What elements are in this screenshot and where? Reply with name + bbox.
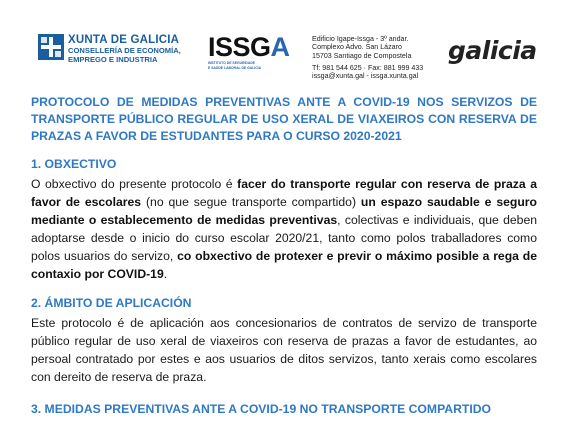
address-line: Edificio Igape-Issga - 3º andar. <box>312 35 409 43</box>
issga-logo-accent: A <box>270 32 290 62</box>
text-run: (no que segue transporte compartido) <box>141 195 361 209</box>
issga-subtitle-line2: E SAÚDE LABORAL DE GALICIA <box>208 66 262 70</box>
email-web-line: issga@xunta.gal - issga.xunta.gal <box>312 72 419 81</box>
galicia-brand-logo: galicia <box>448 36 537 65</box>
issga-logo <box>208 34 302 70</box>
letterhead <box>0 0 568 92</box>
text-run-bold: co obxectivo de protexer e previr o máximo posible a rega de contaxio por COVID-19 <box>31 249 537 281</box>
issga-subtitle-line1: INSTITUTO DE SEGURIDADE <box>208 61 256 65</box>
contact-address <box>312 35 423 80</box>
text-run: . <box>163 267 168 281</box>
text-run-bold: un espazo saudable e seguro mediante o establecemento de medidas preventivas <box>31 195 537 227</box>
document-body <box>31 94 537 417</box>
xunta-logo <box>38 34 181 64</box>
xunta-department-line1: CONSELLERÍA DE ECONOMÍA, <box>68 46 181 55</box>
text-run: Este protocolo é de aplicación aos concesionarios de contratos de servizo de transporte público regular de uso xeral de viaxeiros con reserva de prazas a favor de estudantes, ao persoal contratado por estes e aos usuarios de ditos servizos, tanto xerais como escolares con dereito de reserva de praza. <box>31 316 537 384</box>
document-title: PROTOCOLO DE MEDIDAS PREVENTIVAS ANTE A COVID-19 NOS SERVIZOS DE TRANSPORTE PÚBLICO REGULAR DE USO XERAL DE VIAXEIROS CON RESERVA DE PRAZAS A FAVOR DE ESTUDANTES PARA O CURSO 2020-2021 <box>31 95 537 143</box>
address-line: 15703 Santiago de Compostela <box>312 51 412 60</box>
text-run: , colectivas e individuais, que deben adoptarse desde o inicio do curso escolar 2020/21, tanto como polos traballadores como polos usuarios do servizo, <box>31 213 538 263</box>
text-run-bold: facer do transporte regular con reserva de praza a favor de escolares <box>31 177 537 209</box>
address-line: Complexo Advo. San Lázaro <box>312 43 402 52</box>
phone-fax-line: Tf: 981 544 625 · Fax: 881 999 433 <box>312 63 424 72</box>
issga-logo-text: ISSG <box>208 32 271 62</box>
section-heading-objective: 1. OBXECTIVO <box>31 157 117 171</box>
xunta-name: XUNTA DE GALICIA <box>68 34 180 46</box>
text-run: O obxectivo do presente protocolo é <box>31 177 238 191</box>
xunta-department-line2: EMPREGO E INDUSTRIA <box>68 55 158 64</box>
section-heading-scope: 2. ÁMBITO DE APLICACIÓN <box>31 296 192 310</box>
section-paragraph-objective <box>31 175 537 283</box>
xunta-emblem-icon <box>38 34 64 60</box>
section-paragraph-scope <box>31 314 537 386</box>
section-heading-measures: 3. MEDIDAS PREVENTIVAS ANTE A COVID-19 NO TRANSPORTE COMPARTIDO <box>31 402 492 416</box>
